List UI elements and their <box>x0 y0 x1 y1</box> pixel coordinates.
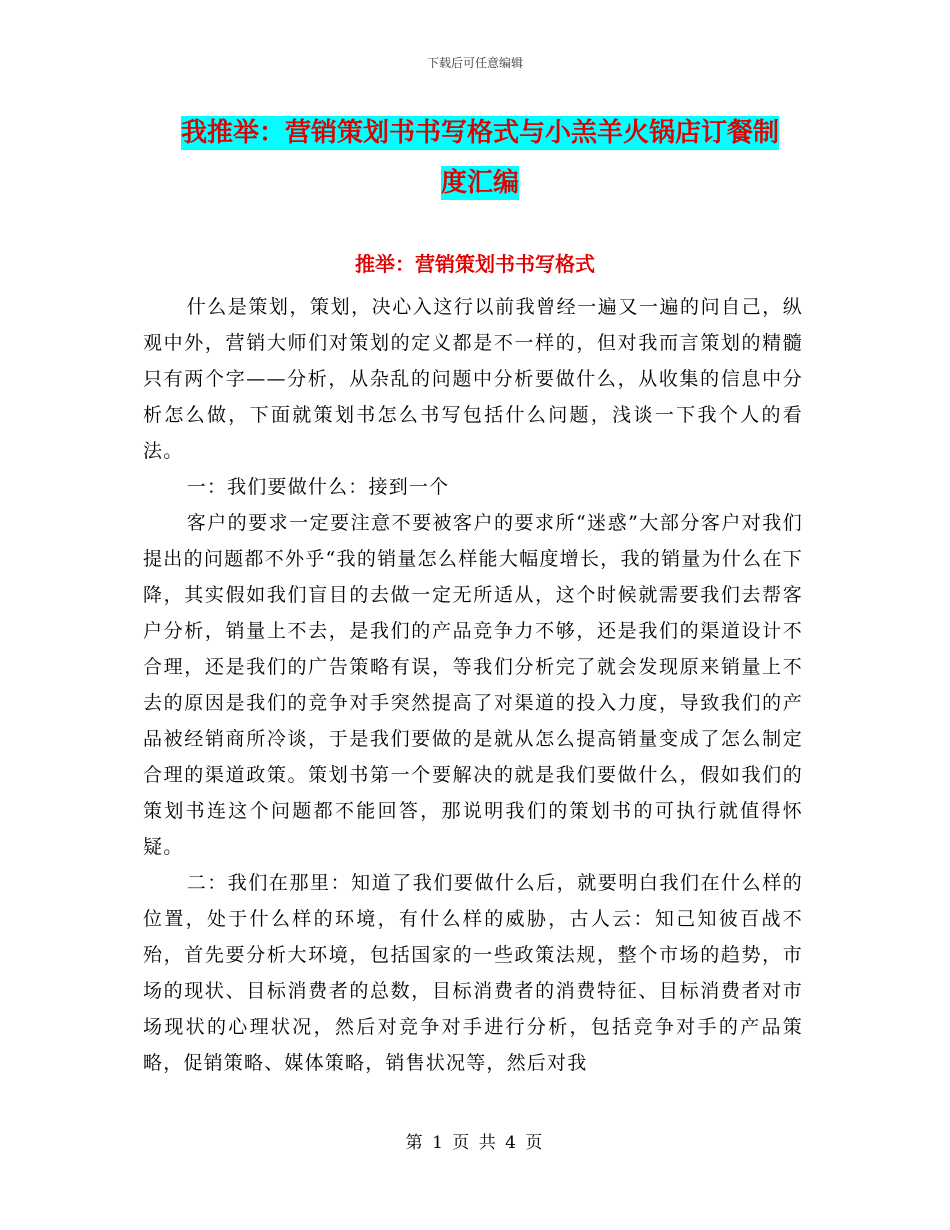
section-heading: 推举：营销策划书书写格式 <box>355 252 595 276</box>
document-body <box>143 289 803 1081</box>
document-title <box>150 108 810 208</box>
paragraph-point-one-body: 客户的要求一定要注意不要被客户的要求所“迷惑”大部分客户对我们提出的问题都不外乎“我的销量怎么样能大幅度增长，我的销量为什么在下降，其实假如我们盲目的去做一定无所适从，这个时候就需要我们去帮客户分析，销量上不去，是我们的产品竞争力不够，还是我们的渠道设计不合理，还是我们的广告策略有误，等我们分析完了就会发现原来销量上不去的原因是我们的竞争对手突然提高了对渠道的投入力度，导致我们的产品被经销商所冷谈，于是我们要做的是就从怎么提高销量变成了怎么制定合理的渠道政策。策划书第一个要解决的就是我们要做什么，假如我们的策划书连这个问题都不能回答，那说明我们的策划书的可执行就值得怀疑。 <box>143 512 803 858</box>
paragraph-point-one-heading: 一：我们要做什么：接到一个 <box>186 476 450 498</box>
document-title-line-1: 我推举：营销策划书书写格式与小羔羊火锅店订餐制 <box>180 118 779 148</box>
document-title-line-2: 度汇编 <box>440 168 519 198</box>
paragraph-point-two: 二：我们在那里：知道了我们要做什么后，就要明白我们在什么样的位置，处于什么样的环境，有什么样的威胁，古人云：知己知彼百战不殆，首先要分析大环境，包括国家的一些政策法规，整个市场的趋势，市场的现状、目标消费者的总数，目标消费者的消费特征、目标消费者对市场现状的心理状况，然后对竞争对手进行分析，包括竞争对手的产品策略，促销策略、媒体策略，销售状况等，然后对我 <box>143 872 803 1074</box>
page-header-note: 下载后可任意编辑 <box>426 56 523 70</box>
paragraph-intro: 什么是策划，策划，决心入这行以前我曾经一遍又一遍的问自己，纵观中外，营销大师们对策划的定义都是不一样的，但对我而言策划的精髓只有两个字——分析，从杂乱的问题中分析要做什么，从收集的信息中分析怎么做，下面就策划书怎么书写包括什么问题，浅谈一下我个人的看法。 <box>143 296 803 462</box>
page-number-footer: 第 1 页 共 4 页 <box>405 1133 545 1153</box>
